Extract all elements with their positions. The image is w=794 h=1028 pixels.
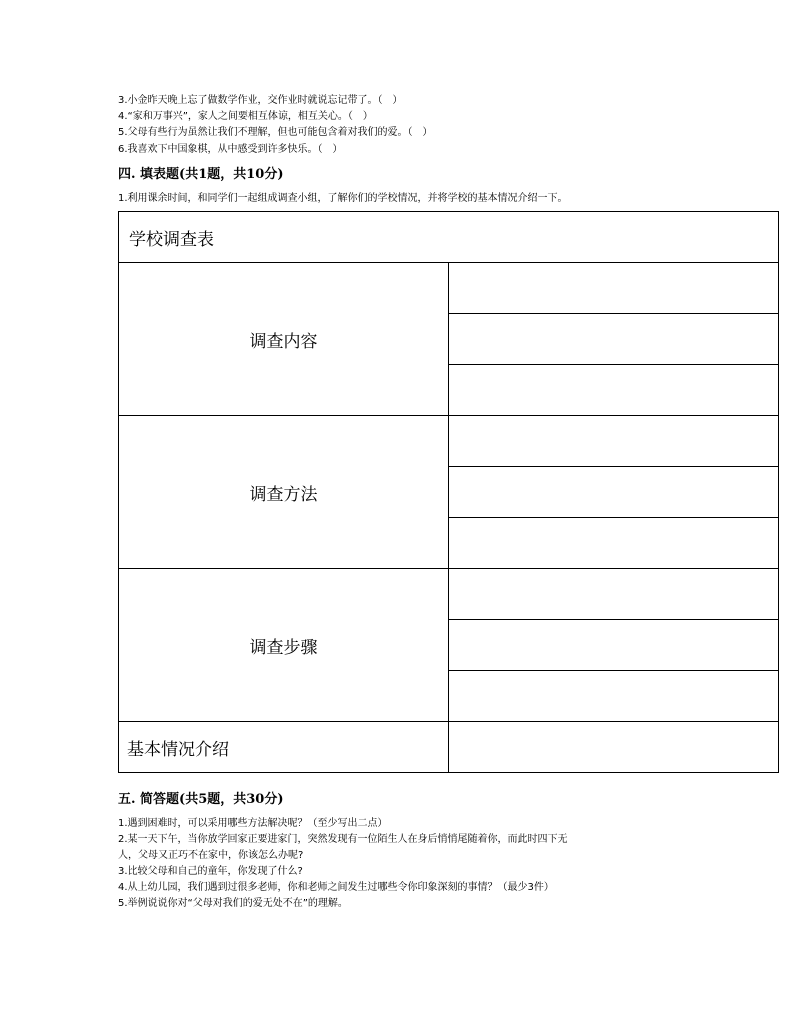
answer-cell[interactable] <box>449 569 779 620</box>
judge-item-5: 5.父母有些行为虽然让我们不理解，但也可能包含着对我们的爱。（ ） <box>118 127 433 138</box>
answer-cell[interactable] <box>449 671 779 722</box>
answer-cell[interactable] <box>449 365 779 416</box>
section-4-heading: 四. 填表题(共1题，共10分) <box>118 167 284 182</box>
short-answer-1: 1.遇到困难时，可以采用哪些方法解决呢？（至少写出二点） <box>118 818 388 829</box>
answer-cell[interactable] <box>449 416 779 467</box>
short-answer-3: 3.比较父母和自己的童年，你发现了什么? <box>118 866 303 877</box>
section-5-heading: 五. 简答题(共5题，共30分) <box>118 792 284 807</box>
section-4-question: 1.利用课余时间，和同学们一起组成调查小组，了解你们的学校情况，并将学校的基本情况介绍一下。 <box>118 193 568 204</box>
row-label-steps: 调查步骤 <box>119 569 449 722</box>
judge-item-4: 4.“家和万事兴”，家人之间要相互体谅，相互关心。（ ） <box>118 111 373 122</box>
judge-item-3: 3.小金昨天晚上忘了做数学作业，交作业时就说忘记带了。（ ） <box>118 95 403 106</box>
short-answer-2-cont: 人，父母又正巧不在家中，你该怎么办呢? <box>118 850 304 861</box>
school-survey-table <box>118 211 779 773</box>
answer-cell[interactable] <box>449 314 779 365</box>
answer-cell[interactable] <box>449 518 779 569</box>
answer-cell[interactable] <box>449 467 779 518</box>
answer-cell[interactable] <box>449 263 779 314</box>
row-label-basic-info: 基本情况介绍 <box>119 722 449 773</box>
answer-cell[interactable] <box>449 620 779 671</box>
row-label-method: 调查方法 <box>119 416 449 569</box>
answer-cell[interactable] <box>449 722 779 773</box>
row-label-content: 调查内容 <box>119 263 449 416</box>
short-answer-2: 2.某一天下午，当你放学回家正要进家门，突然发现有一位陌生人在身后悄悄尾随着你，而此时四下无 <box>118 834 568 845</box>
short-answer-5: 5.举例说说你对“父母对我们的爱无处不在”的理解。 <box>118 898 348 909</box>
judge-item-6: 6.我喜欢下中国象棋，从中感受到许多快乐。（ ） <box>118 144 343 155</box>
short-answer-4: 4.从上幼儿园，我们遇到过很多老师，你和老师之间发生过哪些令你印象深刻的事情？（最少3件） <box>118 882 554 893</box>
table-title: 学校调查表 <box>119 212 779 263</box>
